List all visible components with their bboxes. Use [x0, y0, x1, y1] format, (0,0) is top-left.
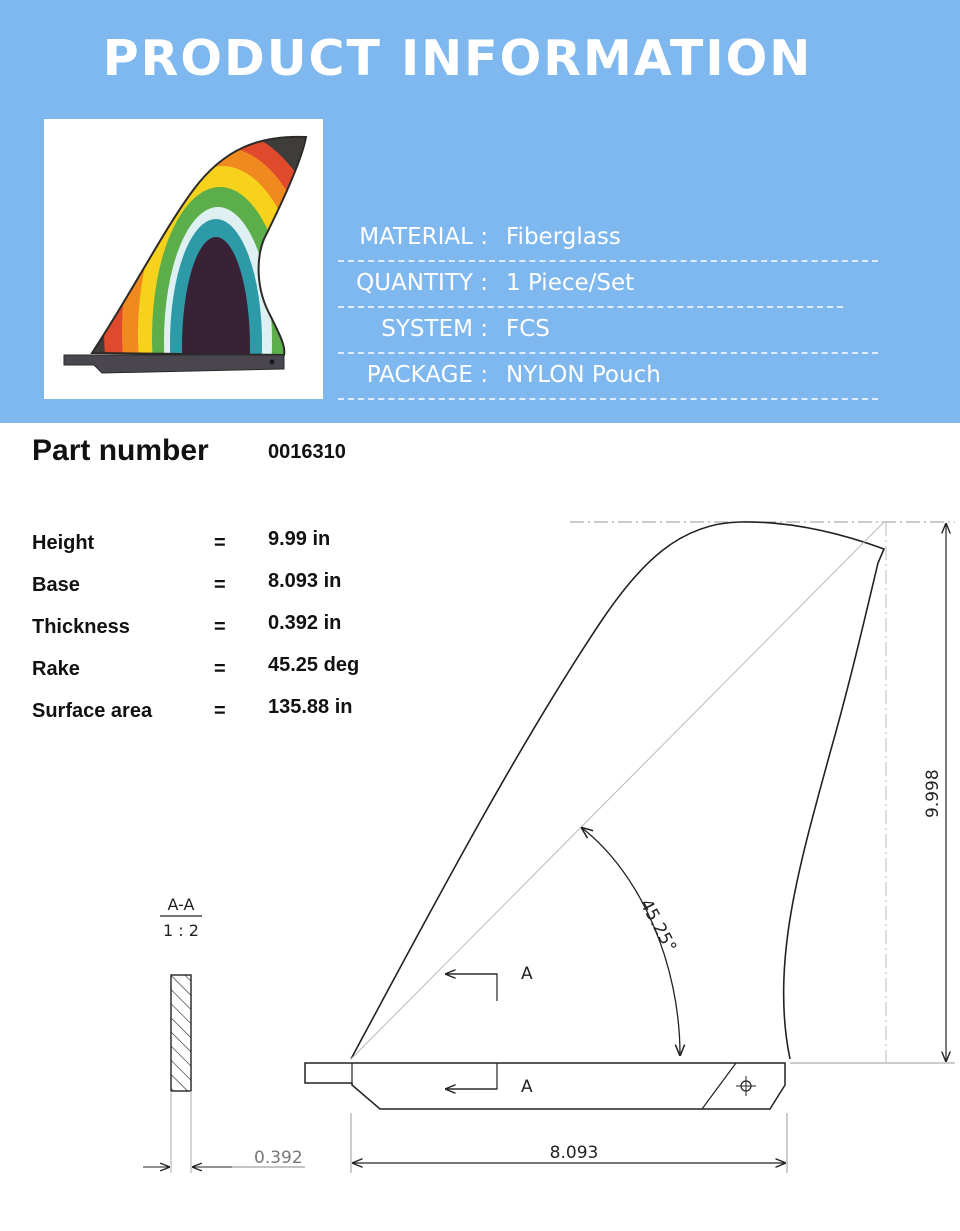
height-dimension-label: 9.998 [923, 769, 943, 818]
angle-label: 45.25° [635, 895, 681, 956]
spec-value: NYLON Pouch [506, 362, 661, 388]
product-banner [0, 0, 960, 423]
spec-key: QUANTITY : [356, 270, 488, 296]
cut-label-top: A [521, 964, 533, 984]
section-scale: 1 : 2 [163, 921, 199, 940]
part-number-label: Part number [32, 434, 209, 467]
spec-row-package [338, 354, 878, 400]
dimension-value: 8.093 in [268, 570, 342, 592]
section-view [171, 975, 191, 1091]
spec-key: PACKAGE : [366, 362, 488, 388]
dimension-equals: = [214, 658, 226, 680]
section-label: A-A [167, 895, 195, 914]
dimension-name: Base [32, 574, 80, 596]
technical-drawing [0, 423, 960, 1231]
dimension-name: Surface area [32, 700, 153, 722]
spec-key: SYSTEM : [381, 316, 488, 342]
dimension-name: Height [32, 532, 95, 554]
spec-value: Fiberglass [506, 224, 621, 250]
dimension-equals: = [214, 700, 226, 722]
dimension-value: 135.88 in [268, 696, 353, 718]
dimension-name: Thickness [32, 616, 130, 638]
section-cut-bottom [448, 1063, 497, 1089]
fin-photo-illustration [44, 119, 323, 399]
thickness-dimension-label: 0.392 [254, 1148, 303, 1168]
dimension-equals: = [214, 574, 226, 596]
dimension-value: 9.99 in [268, 528, 331, 550]
spec-row-material [338, 216, 878, 262]
base-dimension-label: 8.093 [549, 1143, 599, 1163]
section-cut-top [448, 974, 497, 1001]
dimension-value: 45.25 deg [268, 654, 360, 676]
spec-row-quantity [338, 262, 843, 308]
page-title: PRODUCT INFORMATION [102, 30, 813, 87]
spec-value: 1 Piece/Set [506, 270, 635, 296]
fin-base [305, 1063, 785, 1109]
dimension-name: Rake [32, 658, 80, 680]
rake-line [351, 522, 884, 1059]
dimension-equals: = [214, 616, 226, 638]
dimension-value: 0.392 in [268, 612, 342, 634]
cut-label-bottom: A [521, 1077, 533, 1097]
part-number-value: 0016310 [268, 441, 346, 463]
spec-value: FCS [506, 316, 550, 342]
product-photo [44, 119, 323, 399]
spec-key: MATERIAL : [359, 224, 488, 250]
spec-row-system [338, 308, 878, 354]
dimension-equals: = [214, 532, 226, 554]
